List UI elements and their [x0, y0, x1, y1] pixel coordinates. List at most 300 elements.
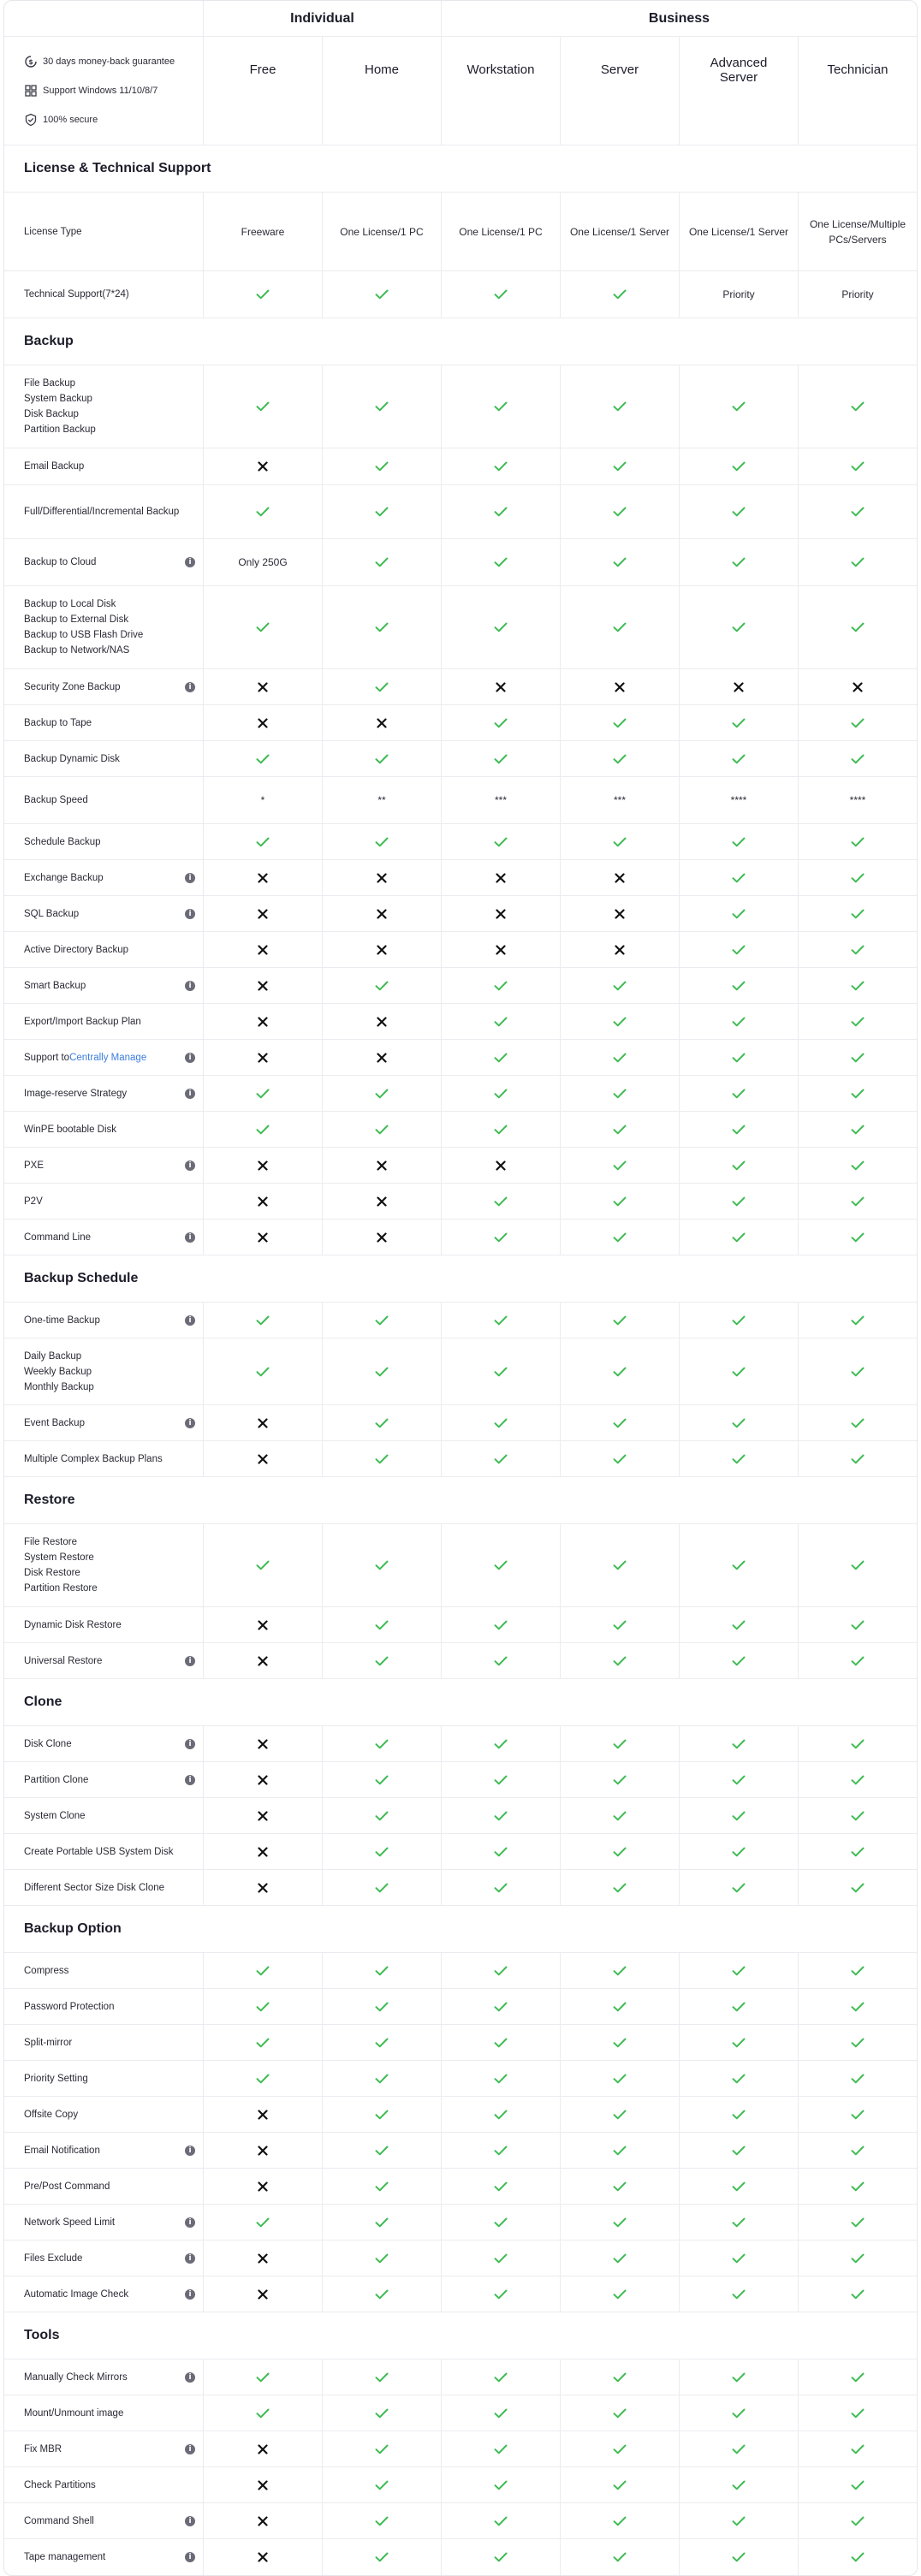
check-icon: [613, 2110, 627, 2120]
cell-technician: [798, 1607, 917, 1642]
check-icon: [375, 2217, 389, 2228]
cross-icon: [258, 2516, 268, 2526]
cell-free: [203, 860, 322, 895]
cell-server: [560, 2467, 679, 2502]
cell-workstation: [441, 1870, 560, 1905]
feature-row: [4, 2503, 917, 2539]
info-icon[interactable]: i: [185, 1232, 195, 1243]
feature-row: [4, 741, 917, 777]
cell-server: [560, 741, 679, 776]
cell-workstation: [441, 1607, 560, 1642]
check-icon: [494, 507, 508, 517]
check-icon: [494, 1196, 508, 1207]
feature-label: Mount/Unmount image: [24, 2407, 124, 2419]
cell-free: [203, 1148, 322, 1183]
windows-icon: [24, 84, 38, 98]
cell-server: [560, 1338, 679, 1404]
feature-row: [4, 1762, 917, 1798]
feature-label: Event Backup: [24, 1417, 85, 1428]
feature-row: [4, 448, 917, 485]
cell-home: [322, 2169, 441, 2204]
check-icon: [851, 1739, 865, 1749]
cell-home: [322, 1953, 441, 1988]
cell-technician: [798, 2503, 917, 2538]
cell-home: [322, 2467, 441, 2502]
cell-home: [322, 1184, 441, 1219]
feature-row: [4, 669, 917, 705]
cell-text: One License/1 Server: [569, 225, 670, 238]
cell-workstation: [441, 2205, 560, 2240]
cell-free: [203, 2503, 322, 2538]
cell-free: [203, 1989, 322, 2024]
info-icon[interactable]: i: [185, 1775, 195, 1785]
check-icon: [494, 2552, 508, 2562]
cell-free: [203, 1303, 322, 1338]
feature-row: [4, 2467, 917, 2503]
feature-label: Offsite Copy: [24, 2109, 79, 2120]
cell-technician: [798, 1004, 917, 1039]
cell-free: [203, 586, 322, 668]
cell-workstation: [441, 777, 560, 823]
cell-free: [203, 2395, 322, 2431]
cell-home: [322, 586, 441, 668]
cell-server: [560, 1076, 679, 1111]
cell-workstation: [441, 896, 560, 931]
cell-advanced-server: [679, 1220, 798, 1255]
feature-label-cell: [4, 271, 203, 318]
feature-label: Backup Dynamic Disk: [24, 753, 120, 764]
info-icon[interactable]: i: [185, 682, 195, 692]
cell-workstation: [441, 2395, 560, 2431]
info-icon[interactable]: i: [185, 1089, 195, 1099]
check-icon: [375, 1315, 389, 1326]
cell-workstation: [441, 1953, 560, 1988]
check-icon: [256, 1966, 270, 1976]
cell-text: One License/Multiple PCs/Servers: [809, 217, 906, 246]
cross-icon: [496, 1160, 506, 1171]
check-icon: [613, 1089, 627, 1099]
section-title: Backup Schedule: [24, 1271, 139, 1285]
check-icon: [732, 2372, 746, 2383]
cell-technician: [798, 1989, 917, 2024]
section-title: Tools: [24, 2328, 60, 2342]
info-icon[interactable]: i: [185, 873, 195, 883]
edition-server: [560, 37, 679, 145]
check-icon: [851, 1232, 865, 1243]
info-icon[interactable]: i: [185, 1656, 195, 1666]
check-icon: [375, 289, 389, 300]
check-icon: [732, 718, 746, 728]
cell-technician: [798, 1726, 917, 1761]
cross-icon: [615, 682, 625, 692]
feature-row: [4, 539, 917, 586]
check-icon: [375, 981, 389, 991]
check-icon: [613, 1620, 627, 1630]
cell-workstation: [441, 539, 560, 585]
check-icon: [732, 1089, 746, 1099]
feature-row: [4, 2205, 917, 2241]
info-icon[interactable]: i: [185, 2552, 195, 2562]
cell-home: [322, 1338, 441, 1404]
cell-advanced-server: [679, 1338, 798, 1404]
check-icon: [256, 1315, 270, 1326]
feature-label: Exchange Backup: [24, 872, 104, 883]
feature-row: [4, 271, 917, 318]
cell-advanced-server: [679, 1798, 798, 1833]
cell-server: [560, 1040, 679, 1075]
check-icon: [613, 1367, 627, 1377]
cell-workstation: [441, 1303, 560, 1338]
check-icon: [851, 2038, 865, 2048]
cell-advanced-server: [679, 539, 798, 585]
cell-home: [322, 539, 441, 585]
feature-label: Different Sector Size Disk Clone: [24, 1882, 165, 1893]
cell-workstation: [441, 1220, 560, 1255]
cell-home: [322, 968, 441, 1003]
check-icon: [851, 1620, 865, 1630]
check-icon: [494, 1847, 508, 1857]
check-icon: [256, 2408, 270, 2419]
cell-home: [322, 1040, 441, 1075]
check-icon: [732, 1053, 746, 1063]
cell-free: [203, 2276, 322, 2312]
cell-workstation: [441, 860, 560, 895]
feature-label-cell: [4, 968, 203, 1003]
feature-label-cell: [4, 932, 203, 967]
cross-icon: [377, 1196, 387, 1207]
check-icon: [494, 2516, 508, 2526]
table-body: [4, 145, 917, 2575]
feature-row: [4, 2025, 917, 2061]
cell-technician: [798, 1798, 917, 1833]
check-icon: [494, 718, 508, 728]
info-icon[interactable]: i: [185, 1160, 195, 1171]
feature-label: Backup to Tape: [24, 717, 92, 728]
check-icon: [732, 622, 746, 632]
cross-icon: [258, 981, 268, 991]
cell-workstation: [441, 968, 560, 1003]
check-icon: [613, 289, 627, 300]
feature-row: [4, 2395, 917, 2431]
cell-workstation: [441, 932, 560, 967]
info-icon[interactable]: i: [185, 2444, 195, 2454]
cell-free: [203, 2467, 322, 2502]
check-icon: [494, 1367, 508, 1377]
check-icon: [494, 1966, 508, 1976]
check-icon: [256, 1089, 270, 1099]
info-icon[interactable]: i: [185, 2516, 195, 2526]
cell-workstation: [441, 1112, 560, 1147]
cell-server: [560, 485, 679, 538]
section-title: License & Technical Support: [24, 161, 211, 175]
check-icon: [613, 1656, 627, 1666]
cross-icon: [258, 1811, 268, 1821]
cell-technician: [798, 824, 917, 859]
feature-label-cell: [4, 1726, 203, 1761]
info-icon[interactable]: i: [185, 1418, 195, 1428]
feature-row: [4, 1989, 917, 2025]
cell-technician: [798, 1441, 917, 1476]
feature-label-cell: [4, 1338, 203, 1404]
feature-label: Network Speed Limit: [24, 2217, 116, 2228]
check-icon: [613, 754, 627, 764]
check-icon: [613, 718, 627, 728]
check-icon: [494, 2038, 508, 2048]
cell-workstation: [441, 2467, 560, 2502]
info-icon[interactable]: i: [185, 2289, 195, 2300]
cell-advanced-server: [679, 2241, 798, 2276]
edition-free: [203, 37, 322, 145]
cell-server: [560, 586, 679, 668]
feature-row: [4, 932, 917, 968]
cross-icon: [258, 682, 268, 692]
feature-label: Image-reserve Strategy: [24, 1088, 128, 1099]
info-icon[interactable]: i: [185, 2372, 195, 2383]
check-icon: [613, 2217, 627, 2228]
feature-row: [4, 2431, 917, 2467]
cell-server: [560, 2097, 679, 2132]
check-icon: [375, 2289, 389, 2300]
cross-icon: [258, 1053, 268, 1063]
check-icon: [256, 1560, 270, 1570]
guarantee-secure: [24, 105, 98, 134]
feature-row: [4, 2133, 917, 2169]
cell-home: [322, 2276, 441, 2312]
check-icon: [375, 2480, 389, 2490]
cell-server: [560, 2169, 679, 2204]
cell-server: [560, 448, 679, 484]
guarantee-secure-text: 100% secure: [43, 115, 98, 125]
check-icon: [375, 1883, 389, 1893]
cross-icon: [258, 1160, 268, 1171]
feature-label-cell: [4, 705, 203, 740]
feature-row: [4, 1076, 917, 1112]
cell-technician: [798, 1762, 917, 1797]
cell-server: [560, 896, 679, 931]
feature-row: [4, 1112, 917, 1148]
info-icon[interactable]: i: [185, 557, 195, 567]
cell-advanced-server: [679, 968, 798, 1003]
cell-free: [203, 2061, 322, 2096]
cell-technician: [798, 741, 917, 776]
cell-server: [560, 1762, 679, 1797]
cell-advanced-server: [679, 1953, 798, 1988]
cell-technician: [798, 2467, 917, 2502]
cell-advanced-server: [679, 485, 798, 538]
cell-advanced-server: [679, 1184, 798, 1219]
cell-workstation: [441, 1441, 560, 1476]
centrally-manage-link[interactable]: Centrally Manage: [69, 1052, 147, 1063]
cross-icon: [258, 1232, 268, 1243]
feature-label-cell: [4, 2025, 203, 2060]
cell-advanced-server: [679, 1834, 798, 1869]
feature-row: [4, 1643, 917, 1679]
cell-home: [322, 1004, 441, 1039]
feature-label: Schedule Backup: [24, 836, 101, 847]
cell-free: [203, 896, 322, 931]
feature-row: [4, 896, 917, 932]
feature-label: Tape management: [24, 2552, 106, 2562]
feature-row: [4, 1870, 917, 1906]
check-icon: [256, 507, 270, 517]
check-icon: [375, 1125, 389, 1135]
cross-icon: [377, 1017, 387, 1027]
cell-home: [322, 193, 441, 270]
check-icon: [613, 2552, 627, 2562]
check-icon: [732, 981, 746, 991]
check-icon: [375, 1739, 389, 1749]
check-icon: [851, 2480, 865, 2490]
feature-label: Manually Check Mirrors: [24, 2371, 128, 2383]
info-icon[interactable]: i: [185, 1053, 195, 1063]
check-icon: [851, 2110, 865, 2120]
info-icon[interactable]: i: [185, 2146, 195, 2156]
check-icon: [851, 718, 865, 728]
feature-label-cell: [4, 2503, 203, 2538]
feature-label: Technical Support(7*24): [24, 289, 129, 300]
cell-free: [203, 2359, 322, 2395]
cell-free: [203, 932, 322, 967]
cell-workstation: [441, 2097, 560, 2132]
cell-technician: [798, 448, 917, 484]
feature-label-cell: [4, 2097, 203, 2132]
feature-row: [4, 1405, 917, 1441]
feature-label: Partition Clone: [24, 1774, 89, 1785]
check-icon: [732, 2181, 746, 2192]
cross-icon: [496, 682, 506, 692]
cell-technician: [798, 2359, 917, 2395]
check-icon: [851, 507, 865, 517]
check-icon: [851, 1656, 865, 1666]
cell-workstation: [441, 193, 560, 270]
check-icon: [375, 2408, 389, 2419]
cell-free: [203, 2097, 322, 2132]
feature-row: [4, 824, 917, 860]
cell-technician: [798, 1524, 917, 1606]
cell-workstation: [441, 1643, 560, 1678]
cell-advanced-server: [679, 1148, 798, 1183]
cell-free: [203, 539, 322, 585]
check-icon: [494, 1315, 508, 1326]
check-icon: [732, 873, 746, 883]
cell-workstation: [441, 2169, 560, 2204]
cell-technician: [798, 1338, 917, 1404]
check-icon: [732, 1775, 746, 1785]
cell-home: [322, 2539, 441, 2575]
cell-server: [560, 2431, 679, 2466]
check-icon: [732, 1418, 746, 1428]
cross-icon: [496, 909, 506, 919]
feature-label-cell: [4, 741, 203, 776]
cell-advanced-server: [679, 2503, 798, 2538]
feature-label-cell: [4, 777, 203, 823]
cell-server: [560, 2241, 679, 2276]
check-icon: [375, 1089, 389, 1099]
feature-row: [4, 1004, 917, 1040]
check-icon: [851, 2181, 865, 2192]
check-icon: [851, 2146, 865, 2156]
check-icon: [613, 1966, 627, 1976]
feature-row: [4, 1303, 917, 1338]
cell-technician: [798, 2205, 917, 2240]
cell-technician: [798, 2395, 917, 2431]
cell-advanced-server: [679, 2025, 798, 2060]
feature-label: P2V: [24, 1196, 43, 1207]
cell-free: [203, 2539, 322, 2575]
check-icon: [732, 2408, 746, 2419]
feature-label-cell: [4, 1220, 203, 1255]
feature-label-cell: [4, 2539, 203, 2575]
cell-free: [203, 1834, 322, 1869]
check-icon: [732, 2516, 746, 2526]
cell-workstation: [441, 1040, 560, 1075]
feature-label: Fix MBR: [24, 2443, 62, 2454]
check-icon: [732, 2038, 746, 2048]
check-icon: [494, 2372, 508, 2383]
feature-label-cell: [4, 1303, 203, 1338]
cell-workstation: [441, 1524, 560, 1606]
group-individual: Individual: [203, 1, 441, 36]
check-icon: [494, 2253, 508, 2264]
feature-label-cell: [4, 1607, 203, 1642]
cell-home: [322, 1441, 441, 1476]
cross-icon: [258, 1775, 268, 1785]
cell-technician: [798, 2539, 917, 2575]
cell-advanced-server: [679, 2467, 798, 2502]
feature-label: Dynamic Disk Restore: [24, 1619, 122, 1630]
info-icon[interactable]: i: [185, 2253, 195, 2264]
check-icon: [375, 2516, 389, 2526]
cross-icon: [377, 718, 387, 728]
guarantee-windows-text: Support Windows 11/10/8/7: [43, 86, 158, 96]
edition-name: Home: [364, 62, 399, 77]
info-icon[interactable]: i: [185, 909, 195, 919]
cell-technician: [798, 860, 917, 895]
cell-home: [322, 896, 441, 931]
check-icon: [256, 1367, 270, 1377]
check-icon: [375, 2253, 389, 2264]
check-icon: [732, 557, 746, 567]
cell-text: ****: [730, 794, 747, 806]
cell-advanced-server: [679, 1040, 798, 1075]
info-icon[interactable]: i: [185, 1739, 195, 1749]
cell-workstation: [441, 2359, 560, 2395]
check-icon: [851, 1315, 865, 1326]
cell-server: [560, 2276, 679, 2312]
check-icon: [613, 1454, 627, 1464]
check-icon: [613, 2444, 627, 2454]
check-icon: [613, 557, 627, 567]
check-icon: [613, 461, 627, 472]
info-icon[interactable]: i: [185, 981, 195, 991]
info-icon[interactable]: i: [185, 2217, 195, 2228]
feature-label-cell: [4, 2431, 203, 2466]
check-icon: [732, 2217, 746, 2228]
cell-workstation: [441, 271, 560, 318]
info-icon[interactable]: i: [185, 1315, 195, 1326]
feature-label: Multiple Complex Backup Plans: [24, 1453, 163, 1464]
check-icon: [732, 1232, 746, 1243]
cell-home: [322, 2431, 441, 2466]
cell-workstation: [441, 2025, 560, 2060]
cross-icon: [377, 873, 387, 883]
check-icon: [613, 1315, 627, 1326]
check-icon: [732, 1160, 746, 1171]
check-icon: [494, 754, 508, 764]
check-icon: [732, 2146, 746, 2156]
check-icon: [494, 1811, 508, 1821]
check-icon: [494, 1017, 508, 1027]
